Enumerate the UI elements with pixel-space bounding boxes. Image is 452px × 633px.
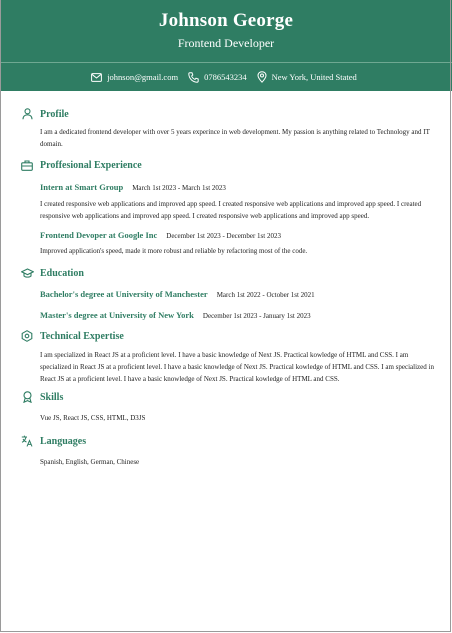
resume-body <box>0 107 452 468</box>
education-degree: Bachelor's degree at University of Manchester <box>40 289 208 299</box>
section-skills-title <box>20 390 434 404</box>
education-entry-2 <box>20 310 434 320</box>
section-experience-title <box>20 158 434 172</box>
profile-heading: Profile <box>40 108 69 120</box>
technical-text: I am specialized in React JS at a proficient level. I have a basic knowledge of Next JS. Practical kowledge of HTML and CSS. I am specialized in React JS at a proficient level. I have a basic knowledge of Next JS. Practical kowledge of HTML and CSS. I am specialized in React JS at a proficient level. I have a basic knowledge of Next JS. Practical kowledge of HTML and CSS. <box>40 351 434 383</box>
skills-text: Vue JS, React JS, CSS, HTML, D3JS <box>40 414 146 422</box>
education-heading: Education <box>40 267 84 279</box>
experience-role: Frontend Devoper at Google Inc <box>40 230 158 240</box>
candidate-name: Johnson George <box>158 10 294 31</box>
resume-header <box>0 0 452 62</box>
mail-icon <box>91 73 102 82</box>
experience-dates: March 1st 2023 - March 1st 2023 <box>132 184 226 192</box>
location-text: New York, United Stated <box>271 72 357 82</box>
phone-text: 0786543234 <box>204 72 247 82</box>
candidate-role: Frontend Developer <box>177 36 275 50</box>
education-dates: December 1st 2023 - January 1st 2023 <box>202 312 311 320</box>
experience-dates: December 1st 2023 - December 1st 2023 <box>166 232 281 240</box>
section-education-title <box>20 266 434 280</box>
profile-text: I am a dedicated frontend developer with over 5 years experince in web development. My passion is anything related to Technology and IT domain. <box>40 128 430 148</box>
contact-email[interactable] <box>91 72 178 82</box>
contact-phone[interactable] <box>188 72 247 83</box>
technical-heading: Technical Expertise <box>40 330 124 342</box>
experience-description: Improved application's speed, made it more robust and reliable by refactoring most of the code. <box>40 247 308 255</box>
translate-icon <box>20 434 34 448</box>
location-pin-icon <box>257 71 267 83</box>
languages-text: Spanish, English, German, Chinese <box>40 458 140 466</box>
education-dates: March 1st 2022 - October 1st 2021 <box>216 291 315 299</box>
person-icon <box>20 107 34 121</box>
email-text: johnson@gmail.com <box>107 72 179 82</box>
hexagon-icon <box>20 329 34 343</box>
education-degree: Master's degree at University of New York <box>40 310 194 320</box>
languages-heading: Languages <box>40 435 87 447</box>
experience-entry-1 <box>20 182 434 192</box>
skills-heading: Skills <box>40 391 64 403</box>
education-entry-1 <box>20 289 434 299</box>
section-languages-title <box>20 434 434 448</box>
award-icon <box>20 390 34 404</box>
section-profile-title <box>20 107 434 121</box>
section-technical-title <box>20 329 434 343</box>
contact-bar <box>0 62 452 91</box>
briefcase-icon <box>20 158 34 172</box>
experience-description: I created responsive web applications and improved app speed. I created responsive web applications and improved app speed. I created responsive web applications and improved app speed. I created responsive web applications and improved app speed. <box>40 200 422 220</box>
experience-entry-2 <box>20 230 434 240</box>
phone-icon <box>188 72 199 83</box>
experience-heading: Proffesional Experience <box>40 159 142 171</box>
graduation-cap-icon <box>20 266 34 280</box>
contact-location <box>257 71 357 83</box>
experience-role: Intern at Smart Group <box>40 182 124 192</box>
